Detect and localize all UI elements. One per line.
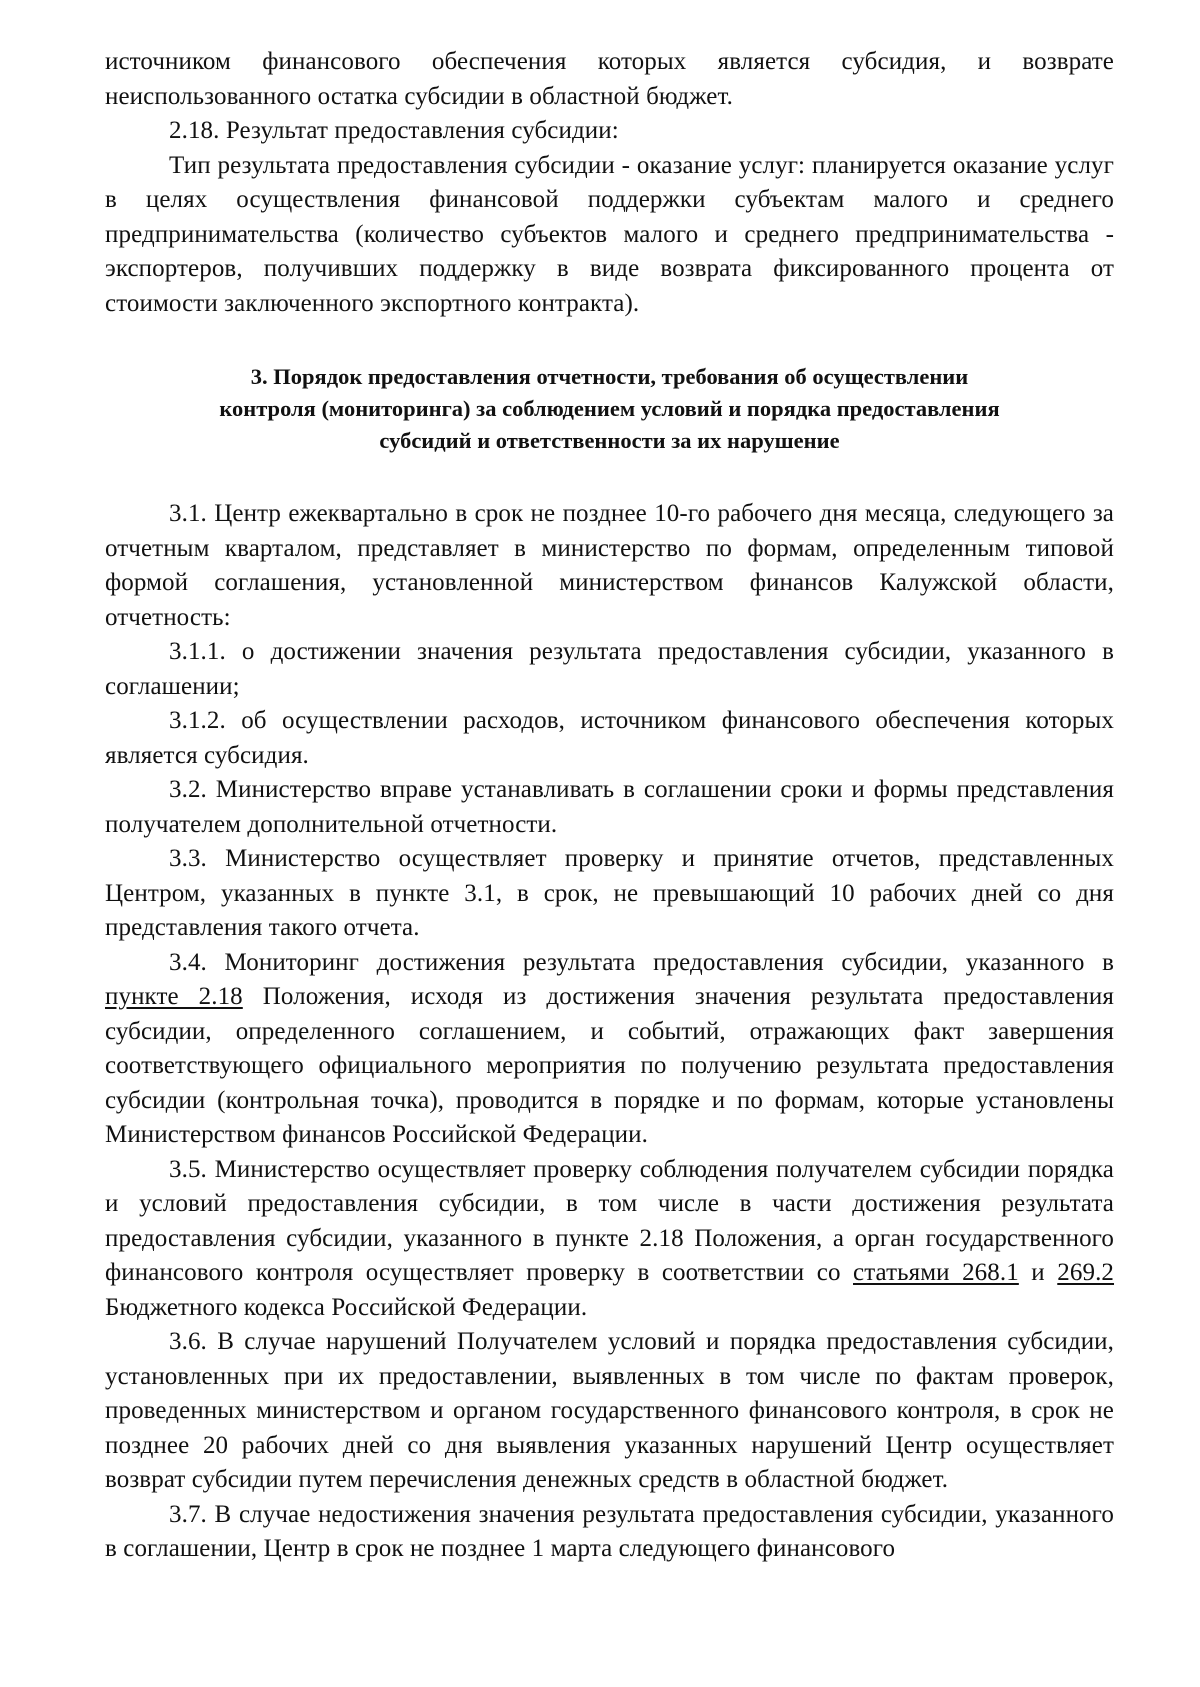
section-heading-line-2: контроля (мониторинга) за соблюдением условий и порядка предоставления bbox=[219, 396, 1000, 421]
paragraph-3-1-1: 3.1.1. о достижении значения результата предоставления субсидии, указанного в соглашении; bbox=[105, 638, 1114, 700]
paragraph-3-2: 3.2. Министерство вправе устанавливать в соглашении сроки и формы представления получателем дополнительной отчетности. bbox=[105, 776, 1114, 838]
paragraph-3-4-text-before: 3.4. Мониторинг достижения результата предоставления субсидии, указанного в bbox=[169, 948, 1114, 976]
link-point-2-18[interactable]: пункте 2.18 bbox=[105, 983, 243, 1010]
paragraph-3-1: 3.1. Центр ежеквартально в срок не позднее 10-го рабочего дня месяца, следующего за отчетным кварталом, представляет в министерство по формам, определенным типовой формой соглашения, установленной министерством финансов Калужской области, отчетность: bbox=[105, 500, 1114, 631]
paragraph-3-3: 3.3. Министерство осуществляет проверку и принятие отчетов, представленных Центром, указанных в пункте 3.1, в срок, не превышающий 10 рабочих дней со дня представления такого отчета. bbox=[105, 845, 1114, 941]
paragraph-result-type: Тип результата предоставления субсидии - оказание услуг: планируется оказание услуг в целях осуществления финансовой поддержки субъектам малого и среднего предпринимательства (количество субъектов малого и среднего предпринимательства - экспортеров, получивших поддержку в виде возврата фиксированного процента от стоимости заключенного экспортного контракта). bbox=[105, 151, 1114, 317]
paragraph-3-6: 3.6. В случае нарушений Получателем условий и порядка предоставления субсидии, установленных при их предоставлении, выявленных в том числе по фактам проверок, проведенных министерством и органом государственного финансового контроля, в срок не позднее 20 рабочих дней со дня выявления указанных нарушений Центр осуществляет возврат субсидии путем перечисления денежных средств в областной бюджет. bbox=[105, 1328, 1114, 1493]
paragraph-3-7: 3.7. В случае недостижения значения результата предоставления субсидии, указанного в соглашении, Центр в срок не позднее 1 марта следующего финансового bbox=[105, 1500, 1114, 1562]
paragraph-3-4-text-after: Положения, исходя из достижения значения результата предоставления субсидии, определенного соглашением, и событий, отражающих факт завершения соответствующего официального мероприятия по получению результата предоставления субсидии (контрольная точка), проводится в порядке и по формам, которые установлены Министерством финансов Российской Федерации. bbox=[105, 983, 1114, 1148]
paragraph-3-5 bbox=[105, 1153, 1114, 1326]
section-3-heading bbox=[105, 361, 1114, 457]
section-heading-line-1: 3. Порядок предоставления отчетности, требования об осуществлении bbox=[250, 364, 969, 389]
paragraph-3-4 bbox=[105, 946, 1114, 1153]
paragraph-3-5-text-after: Бюджетного кодекса Российской Федерации. bbox=[105, 1293, 588, 1321]
paragraph-continuation: источником финансового обеспечения которых является субсидия, и возврате неиспользованного остатка субсидии в областной бюджет. bbox=[105, 48, 1114, 110]
link-article-268-1[interactable]: статьями 268.1 bbox=[853, 1259, 1019, 1286]
paragraph-2-18: 2.18. Результат предоставления субсидии: bbox=[169, 117, 619, 144]
link-article-269-2[interactable]: 269.2 bbox=[1057, 1259, 1115, 1286]
paragraph-3-5-text-mid: и bbox=[1018, 1259, 1058, 1286]
section-heading-line-3: субсидий и ответственности за их нарушение bbox=[379, 428, 840, 453]
paragraph-3-1-2: 3.1.2. об осуществлении расходов, источником финансового обеспечения которых является субсидия. bbox=[105, 707, 1114, 769]
document-body bbox=[105, 45, 1114, 1567]
paragraph-3-5-text-before: 3.5. Министерство осуществляет проверку соблюдения получателем субсидии порядка и условий предоставления субсидии, в том числе в части достижения результата предоставления субсидии, указанного в пункте 2.18 Положения, а орган государственного финансового контроля осуществляет проверку в соответствии со bbox=[105, 1155, 1114, 1286]
